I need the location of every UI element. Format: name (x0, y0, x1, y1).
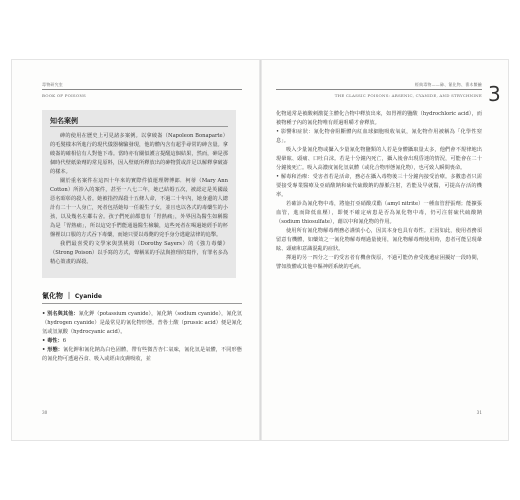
paragraph: 化物通常是被酸刺激從主體化合物中釋放出來，如胃裡的鹽酸（hydrochloric acid），而被物種子內的氰化物唯有經過咀嚼才會釋放。 (276, 111, 482, 126)
section-title-zh: 氰化物 (42, 291, 63, 300)
fact-item (42, 310, 242, 337)
left-page (12, 60, 259, 440)
right-body (276, 110, 482, 272)
fact-text: 6 (62, 338, 66, 344)
cyanide-facts (42, 310, 242, 364)
header-rule (42, 89, 242, 90)
running-head-zh: 經典毒物——砷、氰化物、番木鱉鹼 (414, 82, 482, 87)
fact-label: • 毒性： (42, 338, 63, 344)
chapter-number: 3 (488, 82, 501, 106)
paragraph: 擇過的另一四分之一的受害者有機會復原，不過可能仍會受後遺症困擾好一段時間，譬如肢體或其他中樞神經系統的毛病。 (276, 255, 482, 270)
running-head-en: THE CLASSIC POISONS: ARSENIC, CYANIDE, AND STRYCHNINE (334, 93, 482, 98)
header-rule (276, 89, 482, 90)
fact-item (42, 337, 242, 346)
fact-label: • 別名與其他： (42, 311, 79, 317)
running-head-en: BOOK OF POISONS (42, 93, 86, 98)
paragraph: 若確診為氰化物中毒，將施打亞硝酸戊酯（amyl nitrite）一種血管舒張劑；能擴張血管，進而降低血壓），即便不確定病患是否為氰化物中毒，仍可注射硫代硫酸鈉（sodium thiosulfate），藉以中和氰化物的作用。 (276, 201, 482, 225)
box-paragraph: 我們最喜愛的文學家與黑桃姆（Dorothy Sayers）的《強力毒藥》（Strong Poison）以手寫的方式，聲稱某的手法與推理的寫作，有罪名多為精心策畫的謀殺。 (50, 241, 228, 265)
book-spread (12, 60, 508, 440)
running-head-zh: 毒物研究室 (42, 82, 63, 87)
paragraph: • 影響和症狀：氰化物會阻斷體內紅血球細胞吸收氧氣，氰化物作用被稱為「化學性窒息」。 (276, 129, 482, 144)
right-page (262, 60, 508, 440)
section-separator: ｜ (65, 291, 73, 300)
fact-item (42, 346, 242, 364)
box-text (50, 132, 228, 267)
page-number-left: 30 (42, 410, 48, 415)
page-number-right: 31 (476, 410, 482, 415)
section-title (42, 291, 102, 301)
fact-text: 氰化鉀和氰化鈉為白色固體，帶有些微苦杏仁氣味，氰化氫是氣體，不同形態的氰化物可透過吞食、吸入或經由皮膚吸收，並 (42, 347, 242, 362)
fact-text: 氰化鉀（potassium cyanide），氰化鈉（sodium cyanide），氰化氫（hydrogen cyanide）是最常見的氰化物形態。普魯士酸（prussic acid）便是氰化氫或氫氰酸（hydrocyanic acid）。 (42, 311, 242, 335)
paragraph: 使用所有氰化物解毒劑務必謹慎小心，因其本身也具有毒性。正因如此，使用者務須留意有機體，如藥效之一氰化物解毒劑過量使用，氰化物解毒劑使用時，患者可能呈現暈眩、頭痛和意識混亂的症狀。 (276, 228, 482, 252)
box-title-rule (50, 126, 228, 127)
box-paragraph: 關於重名案件在這四十年來的實際件偵運理牌博郎．柯蒂（Mary Ann Cotton）所涉入的案件，甚至一八七二年，她已結婚五次，被認定是英國最惡名昭彰的殺人者。她被指控謀殺十五條人命，不過二十年內，她身邊的人總計有二十一人身亡，死者包括她每一任親生子女，並且也以各式的毒藥生的小孩，以及幾名左鄰右舍。孩子們死前都患有「胃熱痛」，外界因為醫生如稱醫為是「胃熱痛」，所以這兇手們能通過醫生檢驗，這些死者在喝過她經手的杯盤裡以口服的方式吞下毒藥，而她只要以毒斃的兇手身分逃避法律的追擊。 (50, 178, 228, 238)
famous-cases-box (42, 110, 236, 278)
box-title: 知名案例 (50, 116, 78, 125)
paragraph: • 解毒和治療：受害者若是活命，務必在攝入毒物後三十分鐘內接受治療。多數患者只需要接受專業醫療及亞硝酸鈉和硫代硫酸鈉的靜脈注射，若能及早就醫，可提高存活的機率。 (276, 174, 482, 198)
fact-label: • 形態： (42, 347, 64, 353)
paragraph: 吸入少量氰化物或攝入少量氰化物鹽類的人若是身體攝取量太多，他們會不規律地出現暈眩、頭痛、口吐白沫。若是十分鐘內死亡，攝入後會出現昏迷的情況，可能會在二十分鐘後死亡。吸入高濃度氰化氫氣體（或化合物形態氰化物），也可致人瞬間喪命。 (276, 147, 482, 171)
section-title-en: Cyanide (74, 293, 102, 300)
section-rule (42, 303, 242, 304)
box-paragraph: 砷的使用在歷史上可見諸多案例。以拿破崙（Napoleon Bonaparte）的毛髮樣本所進行的現代儀器檢驗發現，他的體內含有超乎尋常的砷含量。拿破崙的確相信有人對他下毒。當時亦有關似護言提醒這個結果，然而，砷是那個時代壁紙染劑的常見原料，因入壁紙所釋放出的砷物質或許足以解釋拿破崙的樣本。 (50, 133, 228, 175)
